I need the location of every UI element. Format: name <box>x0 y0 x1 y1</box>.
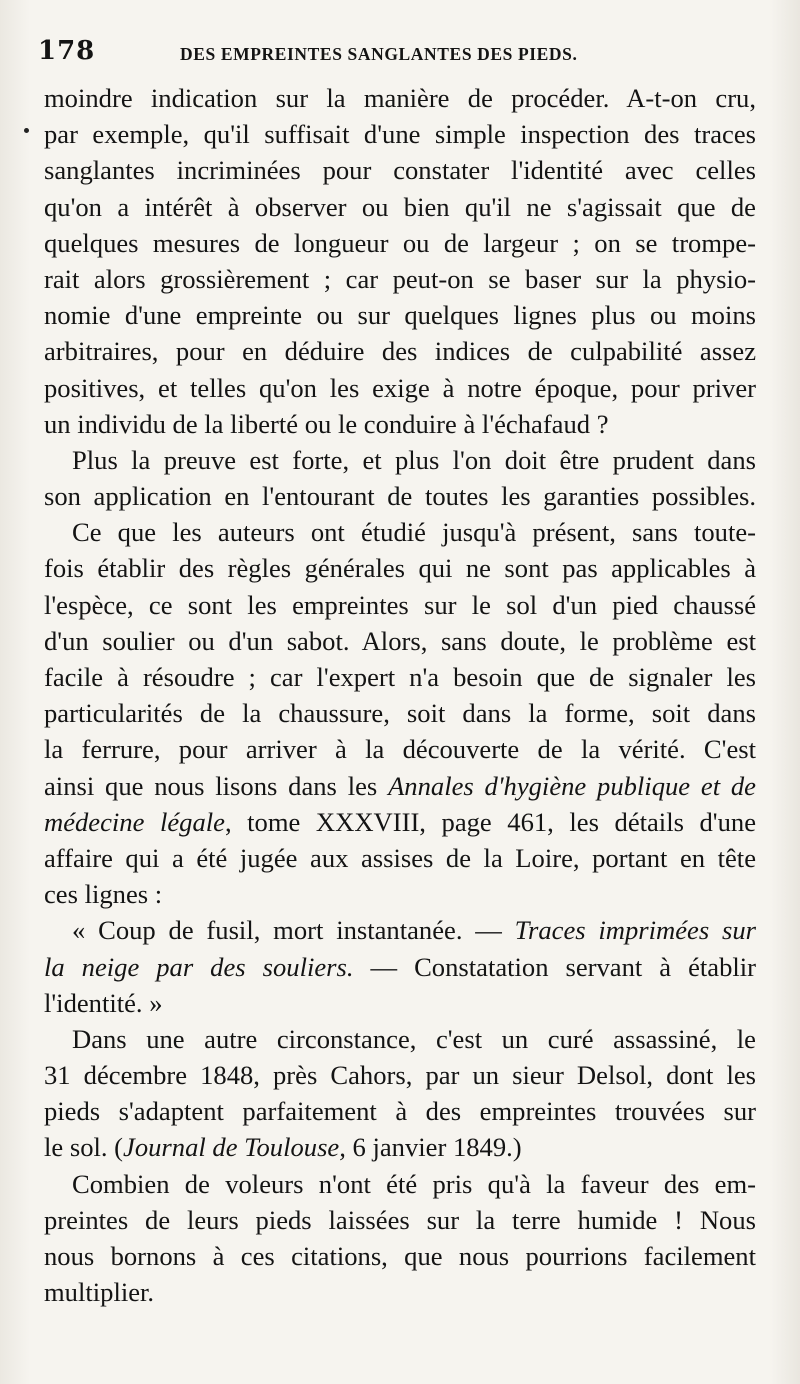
text-line <box>44 804 756 840</box>
italic-text: Annales d'hygiène publique et de <box>388 770 756 801</box>
italic-text: la neige par des souliers. <box>44 951 354 982</box>
text-line: positives, et telles qu'on les exige à notre époque, pour priver <box>44 372 756 403</box>
text-line <box>44 1129 756 1165</box>
text-line: l'identité. » <box>44 987 163 1018</box>
text-segment: le sol. ( <box>44 1132 124 1163</box>
text-line: son application en l'entourant de toutes les garanties possibles. <box>44 481 756 512</box>
text-line: sanglantes incriminées pour constater l'identité avec celles <box>44 155 756 186</box>
text-line: Combien de voleurs n'ont été pris qu'à la faveur des em- <box>72 1168 756 1199</box>
text-line: fois établir des règles générales qui ne sont pas applicables à <box>44 553 756 584</box>
text-line <box>44 768 756 804</box>
text-segment: 6 janvier 1849.) <box>345 1132 522 1163</box>
italic-text: médecine légale <box>44 806 225 837</box>
text-line: facile à résoudre ; car l'expert n'a besoin que de signaler les <box>44 662 756 692</box>
text-line: qu'on a intérêt à observer ou bien qu'il ne s'agissait que de <box>44 191 756 222</box>
text-line: multiplier. <box>44 1277 155 1308</box>
text-line: arbitraires, pour en déduire des indices de culpabilité assez <box>44 336 756 367</box>
text-line: moindre indication sur la manière de procéder. A-t-on cru, <box>44 83 756 113</box>
text-line <box>44 949 756 985</box>
text-line: d'un soulier ou d'un sabot. Alors, sans doute, le problème est <box>44 625 756 656</box>
text-line: Dans une autre circonstance, c'est un curé assassiné, le <box>72 1023 756 1054</box>
text-line: particularités de la chaussure, soit dans la forme, soit dans <box>44 698 756 729</box>
text-line: pieds s'adaptent parfaitement à des empreintes trouvées sur <box>44 1096 756 1127</box>
text-line: par exemple, qu'il suffisait d'une simple inspection des traces <box>44 119 756 150</box>
text-line: nous bornons à ces citations, que nous pourrions facilement <box>44 1241 756 1271</box>
text-line: Plus la preuve est forte, et plus l'on doit être prudent dans <box>72 444 756 475</box>
text-line: la ferrure, pour arriver à la découverte de la vérité. C'est <box>44 734 756 765</box>
text-line: un individu de la liberté ou le conduire à l'échafaud ? <box>44 408 609 439</box>
text-line: l'espèce, ce sont les empreintes sur le sol d'un pied chaussé <box>44 589 756 620</box>
text-segment: « Coup de fusil, mort instantanée. — <box>72 915 515 946</box>
italic-text: Traces imprimées sur <box>514 915 756 946</box>
page-header <box>38 36 758 76</box>
margin-mark <box>24 128 29 133</box>
text-line: 31 décembre 1848, près Cahors, par un sieur Delsol, dont les <box>44 1060 756 1091</box>
text-line: preintes de leurs pieds laissées sur la terre humide ! Nous <box>44 1204 756 1235</box>
page-number: 178 <box>38 36 96 66</box>
text-line: affaire qui a été jugée aux assises de la Loire, portant en tête <box>44 842 756 873</box>
italic-text: Journal de Toulouse, <box>123 1132 346 1163</box>
text-segment: , tome XXXVIII, page 461, les détails d'une <box>224 806 756 837</box>
text-segment: ainsi que nous lisons dans les <box>44 770 389 801</box>
body-text <box>44 80 756 1310</box>
text-line: quelques mesures de longueur ou de largeur ; on se trompe- <box>44 227 756 258</box>
text-line: nomie d'une empreinte ou sur quelques lignes plus ou moins <box>44 300 756 331</box>
running-title: DES EMPREINTES SANGLANTES DES PIEDS. <box>180 44 578 64</box>
text-line: rait alors grossièrement ; car peut-on se baser sur la physio- <box>44 263 756 294</box>
text-line: Ce que les auteurs ont étudié jusqu'à présent, sans toute- <box>72 517 756 548</box>
text-line <box>44 912 756 948</box>
text-segment: — Constatation servant à établir <box>353 951 756 982</box>
text-line: ces lignes : <box>44 879 163 910</box>
